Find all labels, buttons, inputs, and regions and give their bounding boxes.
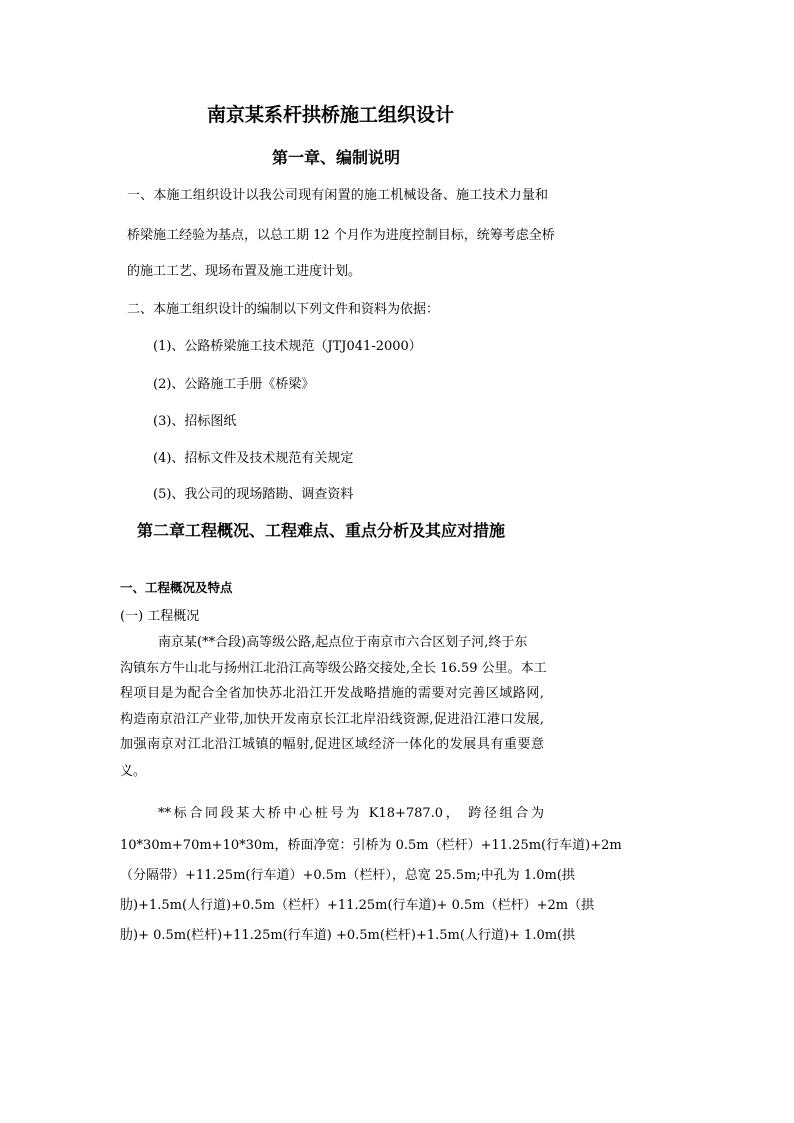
overview-para-2-line-1: **标合同段某大桥中心桩号为 K18+787.0， 跨径组合为 [158, 806, 544, 821]
reference-list-item: (1)、公路桥梁施工技术规范（JTJ041-2000） [153, 339, 422, 354]
overview-para-1-line-5: 加强南京对江北沿江城镇的幅射,促进区域经济一体化的发展具有重要意 [120, 737, 544, 752]
chapter-1-heading: 第一章、编制说明 [272, 148, 401, 167]
chapter-1-para-1-line-1: 一、本施工组织设计以我公司现有闲置的施工机械设备、施工技术力量和 [127, 188, 548, 203]
chapter-1-para-1-line-2: 桥梁施工经验为基点，以总工期 12 个月作为进度控制目标，统筹考虑全桥 [127, 228, 555, 243]
chapter-1-para-1-line-3: 的施工工艺、现场布置及施工进度计划。 [127, 264, 362, 279]
section-1-heading: 一、工程概况及特点 [120, 580, 233, 595]
overview-para-1-line-1: 南京某(**合段)高等级公路,起点位于南京市六合区划子河,终于东 [158, 635, 528, 650]
overview-para-1-line-2: 沟镇东方牛山北与扬州江北沿江高等级公路交接处,全长 16.59 公里。本工 [120, 661, 547, 676]
reference-list-item: (2)、公路施工手册《桥梁》 [153, 377, 315, 392]
reference-list-item: (5)、我公司的现场踏勘、调查资料 [153, 487, 354, 502]
section-1-subheading: (一) 工程概况 [120, 609, 200, 624]
overview-para-1-line-6: 义。 [120, 764, 147, 779]
reference-list-item: (4)、招标文件及技术规范有关规定 [153, 451, 354, 466]
reference-list-item: (3)、招标图纸 [153, 414, 237, 429]
overview-para-2-line-2: 10*30m+70m+10*30m，桥面净宽：引桥为 0.5m（栏杆）+11.25m(行车道)+2m [120, 838, 622, 853]
overview-para-2-line-3: （分隔带）+11.25m(行车道）+0.5m（栏杆），总宽 25.5m;中孔为 1.0m(拱 [120, 868, 575, 883]
overview-para-1-line-4: 构造南京沿江产业带,加快开发南京长江北岸沿线资源,促进沿江港口发展, [120, 712, 544, 727]
chapter-2-heading: 第二章工程概况、工程难点、重点分析及其应对措施 [137, 521, 506, 540]
overview-para-2-line-5: 肋)+ 0.5m(栏杆)+11.25m(行车道) +0.5m(栏杆)+1.5m(人行道)+ 1.0m(拱 [120, 928, 576, 943]
overview-para-1-line-3: 程项目是为配合全省加快苏北沿江开发战略措施的需要对完善区域路网, [120, 686, 544, 701]
document-title: 南京某系杆拱桥施工组织设计 [207, 104, 455, 126]
overview-para-2-line-4: 肋)+1.5m(人行道)+0.5m（栏杆）+11.25m(行车道)+ 0.5m（栏杆）+2m（拱 [120, 898, 595, 913]
chapter-1-para-2: 二、本施工组织设计的编制以下列文件和资料为依据： [127, 302, 440, 317]
